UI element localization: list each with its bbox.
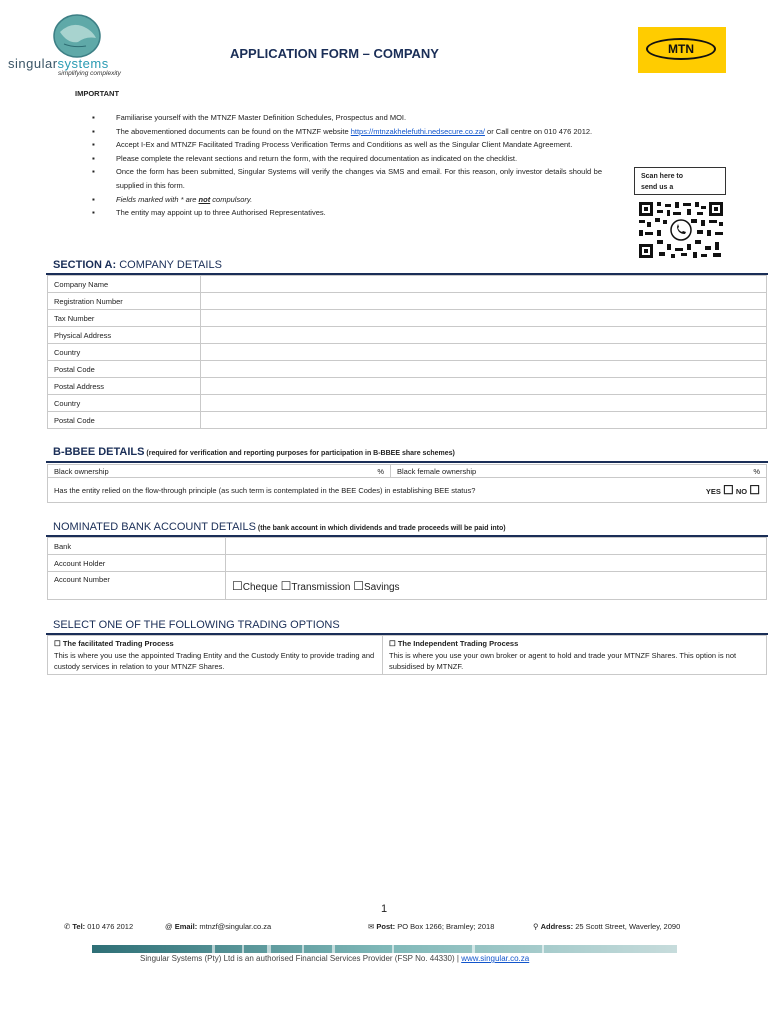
transmission-label: Transmission — [291, 581, 351, 593]
whatsapp-qr-code[interactable] — [637, 200, 725, 260]
table-row — [48, 276, 767, 293]
table-row — [48, 327, 767, 344]
option-title-text: The Independent Trading Process — [397, 639, 519, 648]
field-label: Postal Code — [48, 412, 201, 429]
table-row — [48, 293, 767, 310]
cheque-label: Cheque — [242, 581, 278, 593]
email-value[interactable]: mtnzf@singular.co.za — [197, 922, 272, 931]
footer-address — [533, 922, 680, 931]
flow-through-question: Has the entity relied on the flow-through principle (as such term is contemplated in the BEE Codes) in establishing BEE status? — [54, 485, 476, 495]
facilitated-option-title — [54, 638, 376, 650]
tel-label: Tel: — [72, 922, 86, 931]
logo-text-a: singular — [8, 56, 58, 71]
field-label: Registration Number — [48, 293, 201, 310]
table-row — [48, 344, 767, 361]
section-label: SECTION A: — [53, 259, 117, 271]
important-heading: IMPORTANT — [75, 89, 120, 98]
title-sub: COMPANY — [373, 46, 439, 61]
percent-sign: % — [377, 466, 384, 476]
account-holder-input[interactable] — [226, 555, 767, 572]
qr-label-line: Scan here to — [641, 173, 684, 180]
field-label: Black female ownership — [397, 466, 477, 476]
flow-through-row — [48, 478, 767, 503]
footer-tel — [64, 922, 133, 931]
facilitated-option[interactable] — [48, 636, 383, 675]
table-row — [48, 378, 767, 395]
email-label: Email: — [174, 922, 198, 931]
no-checkbox[interactable]: ☐ — [749, 483, 760, 497]
option-title-text: The facilitated Trading Process — [62, 639, 174, 648]
table-row — [48, 361, 767, 378]
item-text: or Call centre on 010 476 2012. — [484, 126, 593, 136]
facilitated-option-desc: This is where you use the appointed Trading Entity and the Custody Entity to provide trading and custody services in relation to your MTNZF Shares. — [54, 650, 375, 671]
list-item: ▪ Familiarise yourself with the MTNZF Master Definition Schedules, Prospectus and MOI. — [90, 111, 630, 125]
table-row — [48, 395, 767, 412]
fsp-text: Singular Systems (Pty) Ltd is an authorised Financial Services Provider (FSP No. 44330) | — [140, 954, 462, 963]
no-label: NO — [735, 487, 748, 496]
field-input[interactable] — [201, 361, 767, 378]
mail-icon: ✉ — [368, 922, 375, 931]
section-title: B-BBEE DETAILS — [53, 446, 145, 458]
field-label: Country — [48, 344, 201, 361]
field-input[interactable] — [201, 327, 767, 344]
account-number-label: Account Number — [48, 572, 226, 600]
field-input[interactable] — [201, 344, 767, 361]
mtnzf-website-link[interactable]: https://mtnzakhelefuthi.nedsecure.co.za/ — [350, 126, 485, 136]
table-row — [48, 310, 767, 327]
list-item — [90, 125, 630, 139]
field-input[interactable] — [201, 276, 767, 293]
yes-checkbox[interactable]: ☐ — [723, 483, 734, 497]
item-text: The abovementioned documents can be found on the MTNZF website — [116, 126, 351, 136]
section-title: SELECT ONE OF THE FOLLOWING TRADING OPTIONS — [53, 619, 340, 631]
singular-wordmark — [8, 56, 109, 71]
section-a-heading — [53, 259, 222, 271]
field-label: Postal Code — [48, 361, 201, 378]
field-label: Tax Number — [48, 310, 201, 327]
post-value: PO Box 1266; Bramley; 2018 — [395, 922, 495, 931]
field-input[interactable] — [201, 293, 767, 310]
bank-label: Bank — [48, 538, 226, 555]
phone-icon: ✆ — [64, 922, 71, 931]
section-title: NOMINATED BANK ACCOUNT DETAILS — [53, 521, 256, 533]
website-link[interactable]: www.singular.co.za — [461, 954, 530, 963]
field-label: Black ownership — [54, 466, 109, 476]
field-label: Country — [48, 395, 201, 412]
list-item — [90, 193, 630, 207]
black-female-ownership-label[interactable] — [391, 465, 767, 478]
item-emphasis: not — [198, 194, 211, 204]
logo-text-b: systems — [57, 56, 109, 71]
field-input[interactable] — [201, 378, 767, 395]
account-type-options — [226, 572, 767, 600]
bank-heading — [53, 521, 506, 533]
savings-checkbox[interactable]: ☐ — [353, 578, 364, 593]
footer-email — [165, 922, 271, 931]
black-ownership-label[interactable] — [48, 465, 391, 478]
page-title — [230, 46, 439, 61]
bank-table — [47, 537, 767, 600]
transmission-checkbox[interactable]: ☐ — [280, 578, 292, 593]
cheque-checkbox[interactable]: ☐ — [232, 578, 243, 593]
list-item: ▪ Once the form has been submitted, Singular Systems will verify the changes via SMS and email. For this reason, only investor details should be supplied in this form. — [90, 165, 602, 192]
mtn-logo-text: MTN — [646, 38, 716, 60]
independent-option-title — [389, 638, 760, 650]
qr-label-line: send us a — [641, 184, 674, 191]
section-note: (the bank account in which dividends and trade proceeds will be paid into) — [255, 525, 506, 532]
singular-globe-logo — [52, 14, 102, 58]
field-input[interactable] — [201, 310, 767, 327]
field-label: Postal Address — [48, 378, 201, 395]
post-label: Post: — [376, 922, 396, 931]
percent-sign: % — [753, 466, 760, 476]
title-main: APPLICATION FORM — [230, 46, 360, 61]
independent-option[interactable] — [383, 636, 767, 675]
independent-checkbox[interactable]: ☐ — [389, 639, 396, 648]
address-value: 25 Scott Street, Waverley, 2090 — [573, 922, 681, 931]
section-title: COMPANY DETAILS — [116, 259, 222, 271]
field-input[interactable] — [201, 412, 767, 429]
field-label: Physical Address — [48, 327, 201, 344]
trading-heading — [53, 619, 340, 631]
page-number: 1 — [381, 903, 388, 915]
list-item: ▪ Please complete the relevant sections and return the form, with the required documentation as indicated on the checklist. — [90, 152, 630, 166]
list-item: ▪ The entity may appoint up to three Authorised Representatives. — [90, 206, 630, 220]
yes-label: YES — [705, 487, 721, 496]
mtn-logo — [638, 27, 726, 73]
list-item: ▪ Accept I-Ex and MTNZF Facilitated Trading Process Verification Terms and Conditions as well as the Singular Client Mandate Agreement. — [90, 138, 630, 152]
logo-tagline: simplifying complexity — [58, 70, 121, 77]
qr-label — [634, 167, 726, 195]
field-input[interactable] — [201, 395, 767, 412]
bbbee-rule — [46, 461, 768, 463]
title-dash: – — [359, 46, 374, 61]
important-list — [90, 111, 630, 220]
tel-value: 010 476 2012 — [85, 922, 134, 931]
company-details-table — [47, 275, 767, 429]
item-text: compulsory. — [210, 194, 253, 204]
footer-post — [368, 922, 494, 931]
at-icon: @ — [165, 922, 173, 931]
section-note: (required for verification and reporting purposes for participation in B-BBEE share schemes) — [144, 450, 455, 457]
field-label: Company Name — [48, 276, 201, 293]
bbbee-heading — [53, 446, 455, 458]
footer-brush-stroke — [92, 941, 677, 951]
item-text: Fields marked with * are — [116, 194, 199, 204]
facilitated-checkbox[interactable]: ☐ — [54, 639, 61, 648]
location-pin-icon: ⚲ — [533, 922, 539, 931]
yes-no-options — [706, 483, 760, 497]
address-label: Address: — [540, 922, 574, 931]
account-holder-label: Account Holder — [48, 555, 226, 572]
table-row — [48, 412, 767, 429]
independent-option-desc: This is where you use your own broker or agent to hold and trade your MTNZF Shares. This option is not subsidised by MTNZF. — [389, 650, 737, 671]
savings-label: Savings — [363, 581, 400, 593]
bbbee-table — [47, 464, 767, 503]
trading-options-table — [47, 635, 767, 675]
bank-input[interactable] — [226, 538, 767, 555]
fsp-disclaimer — [140, 954, 529, 963]
